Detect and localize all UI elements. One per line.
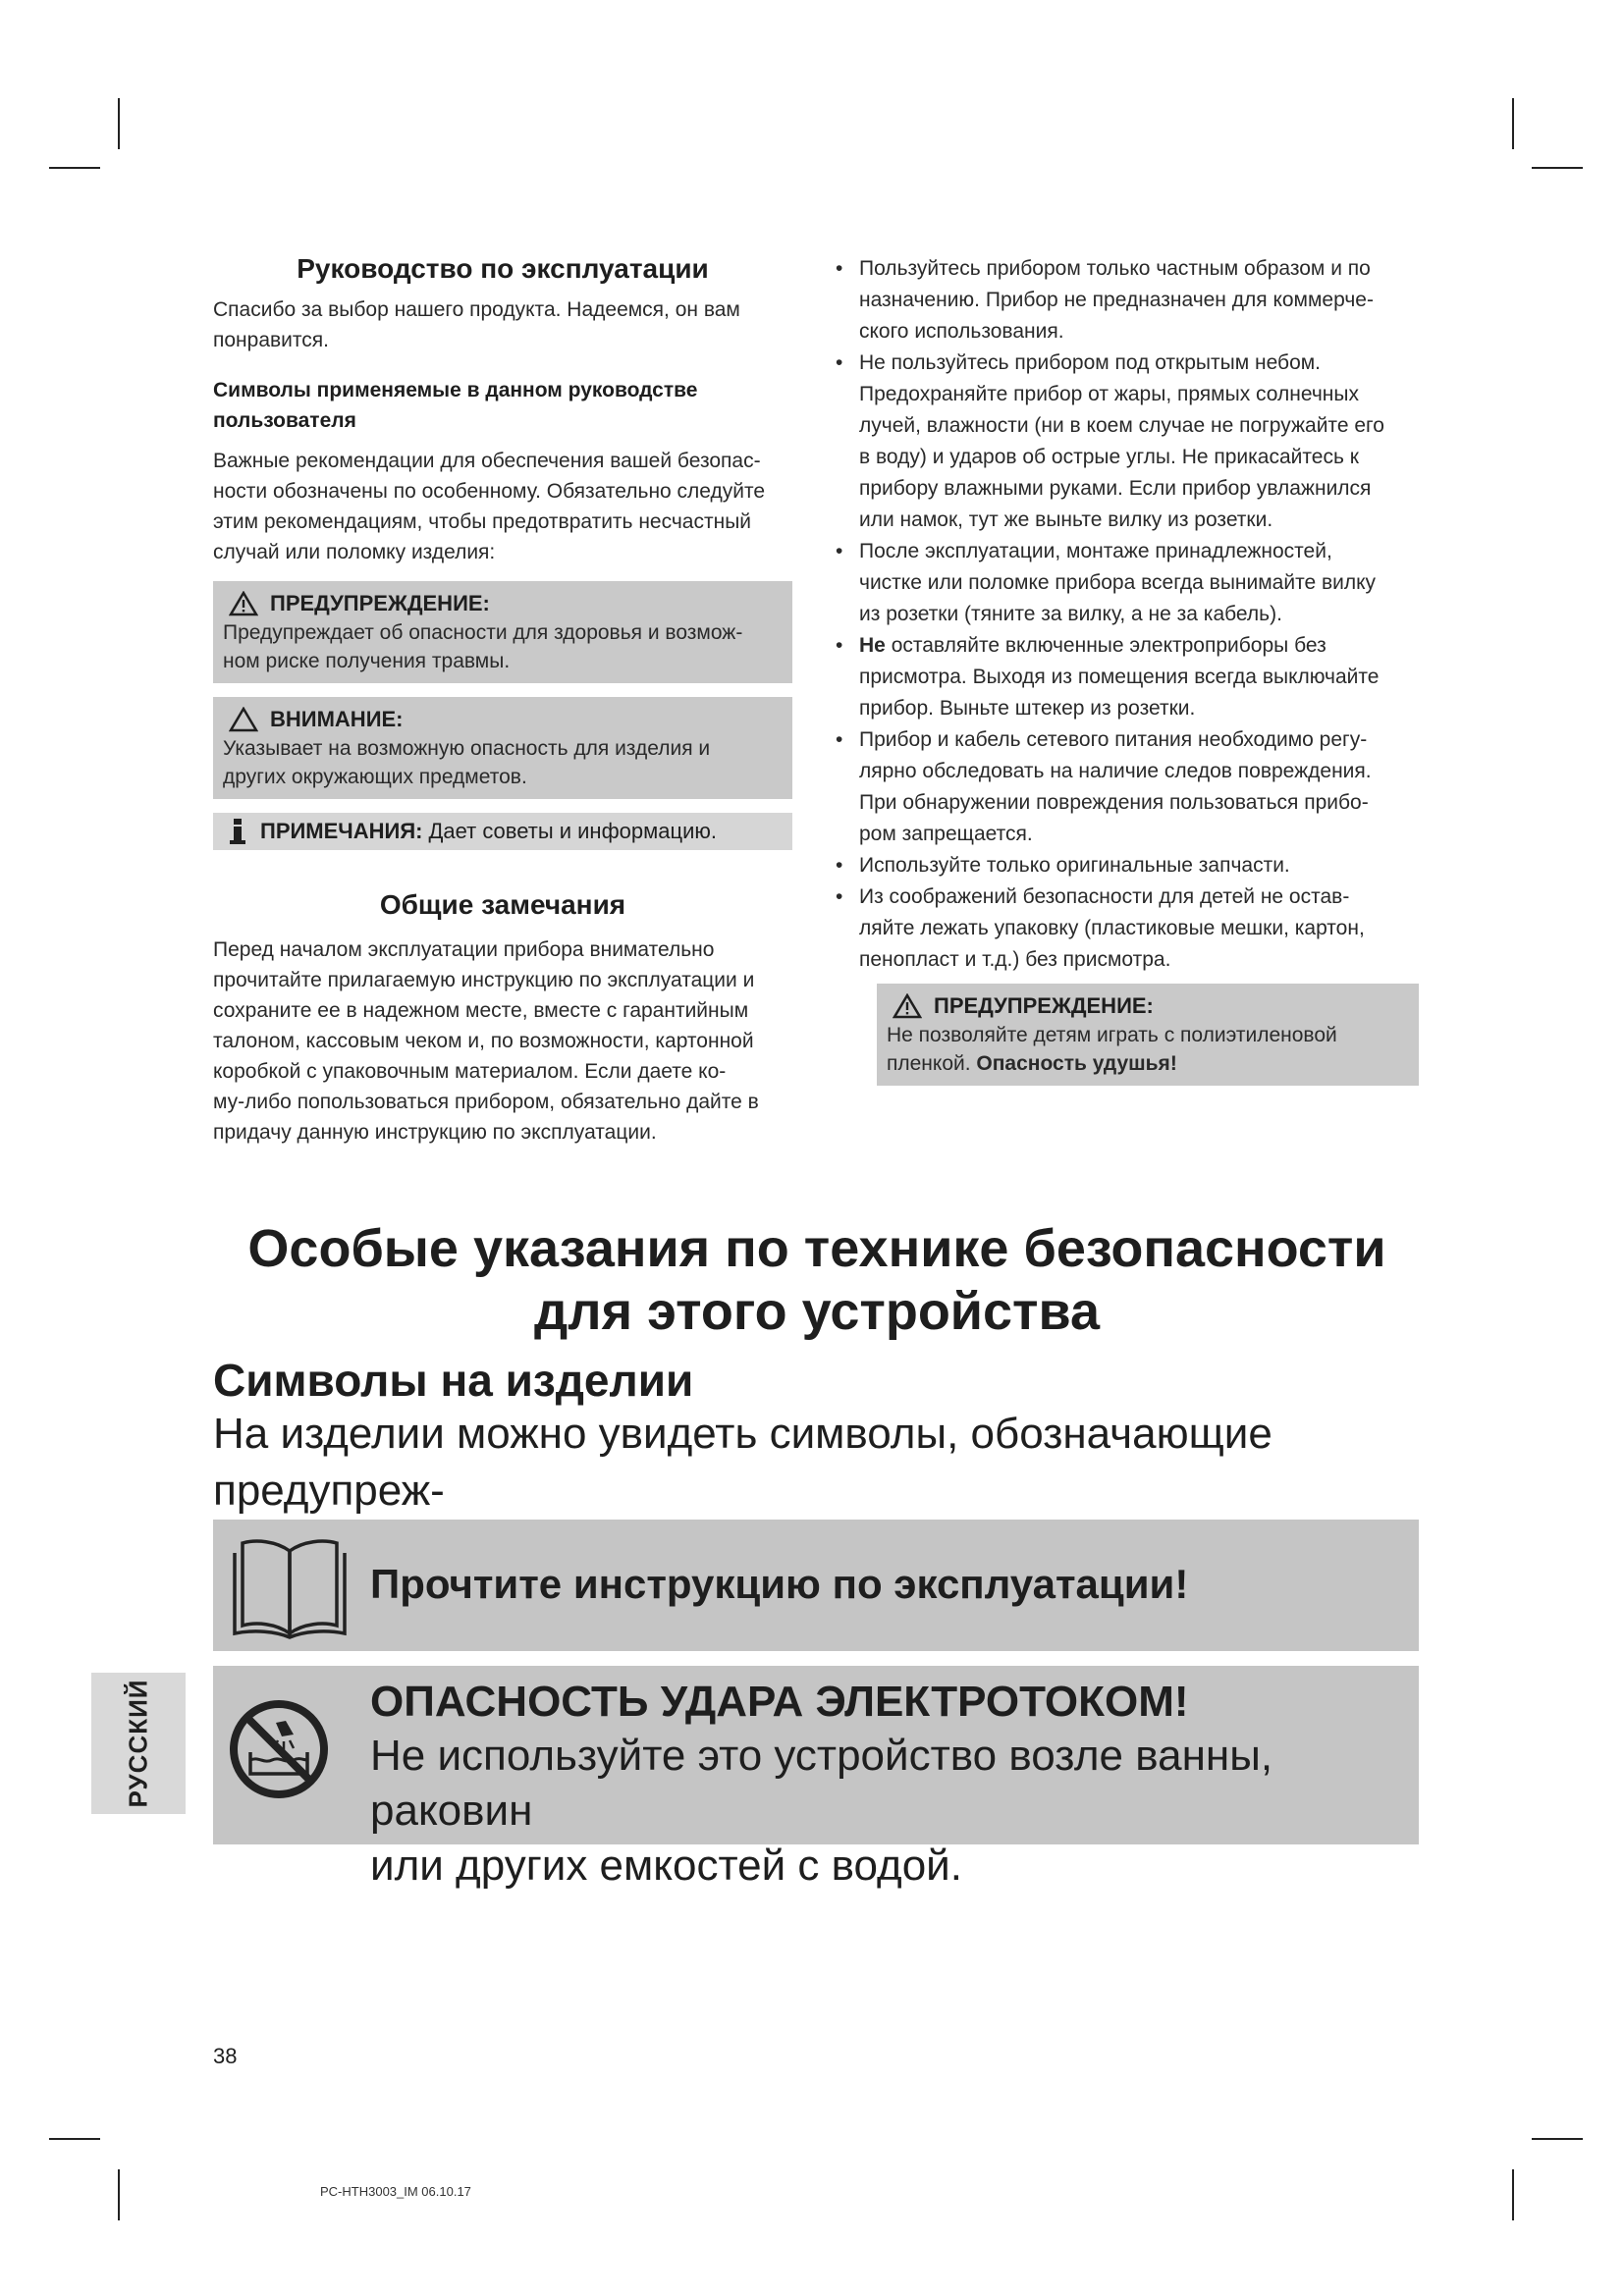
- safety-title: [213, 1217, 1421, 1343]
- page-number: 38: [213, 2044, 238, 2068]
- symbols-heading-line: Символы применяемые в данном руководстве: [213, 379, 698, 401]
- bullet-line: • После эксплуатации, монтаже принадлежностей,: [859, 540, 1332, 562]
- warning-label: ПРЕДУПРЕЖДЕНИЕ:: [934, 993, 1154, 1018]
- safety-title-line: Особые указания по технике безопасности: [247, 1219, 1386, 1278]
- bullet-line: • Из соображений безопасности для детей не остав-: [859, 885, 1350, 908]
- text-line: му-либо попользоваться прибором, обязательно дайте в: [213, 1091, 759, 1113]
- crop-mark: [49, 167, 100, 169]
- text-line: или других емкостей с водой.: [370, 1842, 962, 1890]
- left-column: [213, 253, 792, 1148]
- caution-header: [223, 705, 783, 734]
- note-text: Дает советы и информацию.: [428, 819, 718, 843]
- warning-text: Предупреждает об опасности для здоровья и возмож-: [223, 621, 743, 644]
- text-line: ности обозначены по особенному. Обязательно следуйте: [213, 480, 766, 503]
- bullet-line: лярно обследовать на наличие следов повреждения.: [859, 760, 1372, 782]
- bullet-line: пенопласт и т.д.) без присмотра.: [859, 948, 1171, 971]
- warning-label: ПРЕДУПРЕЖДЕНИЕ:: [270, 591, 490, 615]
- note-box: [213, 813, 792, 850]
- bullet-line: в воду) и ударов об острые углы. Не прикасайтесь к: [859, 446, 1359, 468]
- bullet-line: ского использования.: [859, 320, 1064, 343]
- text-line: талоном, кассовым чеком и, по возможности, картонной: [213, 1030, 754, 1052]
- crop-mark: [1532, 167, 1583, 169]
- general-text: [213, 934, 792, 1148]
- bullet-line: чистке или поломке прибора всегда вынимайте вилку: [859, 571, 1377, 594]
- bullet-line: прибор. Выньте штекер из розетки.: [859, 697, 1196, 720]
- intro-line: На изделии можно увидеть символы, обозначающие предупреж-: [213, 1410, 1272, 1515]
- caution-triangle-icon: [229, 707, 258, 732]
- info-icon: [227, 818, 248, 845]
- book-icon: [225, 1531, 354, 1639]
- crop-mark: [1512, 2169, 1514, 2220]
- general-title: Общие замечания: [379, 889, 626, 920]
- shock-danger-heading: ОПАСНОСТЬ УДАРА ЭЛЕКТРОТОКОМ!: [370, 1678, 1189, 1726]
- symbols-on-product-title: Символы на изделии: [213, 1355, 694, 1406]
- bullet-line: лучей, влажности (ни в коем случае не погружайте его: [859, 414, 1384, 437]
- text-line: этим рекомендациям, чтобы предотвратить несчастный: [213, 510, 752, 533]
- list-item: [830, 724, 1419, 850]
- bullet-line: • Пользуйтесь прибором только частным образом и по: [859, 257, 1371, 280]
- list-item: [830, 630, 1419, 724]
- text-line: Перед началом эксплуатации прибора внимательно: [213, 938, 715, 961]
- safety-bullet-list: [830, 253, 1419, 976]
- bullet-line: [859, 630, 1419, 662]
- list-item: [830, 881, 1419, 976]
- warning-triangle-icon: [229, 591, 258, 616]
- list-item: [830, 253, 1419, 347]
- language-label: РУССКИЙ: [123, 1679, 153, 1808]
- bullet-line: ром запрещается.: [859, 823, 1033, 845]
- caution-text: Указывает на возможную опасность для изделия и: [223, 737, 711, 760]
- warning-header: [887, 991, 1409, 1021]
- bullet-line: назначению. Прибор не предназначен для коммерче-: [859, 289, 1374, 311]
- text-line: сохраните ее в надежном месте, вместе с гарантийным: [213, 999, 749, 1022]
- no-water-shock-icon: [225, 1695, 333, 1803]
- bullet-line: При обнаружении повреждения пользоваться прибо-: [859, 791, 1369, 814]
- suffocation-warning: Опасность удушья!: [976, 1052, 1177, 1075]
- child-warning-box: [877, 984, 1419, 1086]
- list-item: [830, 536, 1419, 630]
- bullet-line: Предохраняйте прибор от жары, прямых солнечных: [859, 383, 1359, 405]
- caution-text: других окружающих предметов.: [223, 766, 527, 788]
- bullet-line: ляйте лежать упаковку (пластиковые мешки, картон,: [859, 917, 1365, 939]
- text-line: коробкой с упаковочным материалом. Если даете ко-: [213, 1060, 727, 1083]
- bullet-text: оставляйте включенные электроприборы без: [885, 634, 1326, 657]
- bullet-line: • Не пользуйтесь прибором под открытым небом.: [859, 351, 1322, 374]
- warning-triangle-icon: [893, 993, 922, 1019]
- right-column: [830, 253, 1419, 1086]
- text-line: Важные рекомендации для обеспечения вашей безопас-: [213, 450, 761, 472]
- safety-title-line: для этого устройства: [533, 1282, 1101, 1341]
- text-line: придачу данную инструкцию по эксплуатации.: [213, 1121, 657, 1144]
- bullet-line: или намок, тут же выньте вилку из розетки.: [859, 508, 1273, 531]
- bullet-line: присмотра. Выходя из помещения всегда выключайте: [859, 666, 1380, 688]
- text-line: случай или поломку изделия:: [213, 541, 496, 563]
- thanks-line: Спасибо за выбор нашего продукта. Надеемся, он вам: [213, 298, 740, 321]
- crop-mark: [49, 2138, 100, 2140]
- language-tab: [91, 1673, 186, 1814]
- crop-mark: [1532, 2138, 1583, 2140]
- warning-header: [223, 589, 783, 618]
- list-item: [830, 850, 1419, 881]
- bullet-line: • Используйте только оригинальные запчасти.: [859, 854, 1290, 877]
- electric-shock-box: [213, 1666, 1419, 1890]
- symbols-heading-line: пользователя: [213, 409, 356, 432]
- warning-text: [887, 1049, 1409, 1078]
- list-item: [830, 347, 1419, 536]
- bold-word: Не: [859, 634, 886, 657]
- note-label: ПРИМЕЧАНИЯ:: [260, 819, 423, 843]
- symbols-text: [213, 446, 792, 567]
- shock-danger-text: [370, 1729, 1401, 1894]
- thanks-line: понравится.: [213, 329, 329, 351]
- bullet-line: из розетки (тяните за вилку, а не за кабель).: [859, 603, 1282, 625]
- symbols-heading: [213, 375, 792, 436]
- document-code: PC-HTH3003_IM 06.10.17: [320, 2184, 471, 2199]
- warning-text-part: пленкой.: [887, 1052, 977, 1075]
- text-line: прочитайте прилагаемую инструкцию по эксплуатации и: [213, 969, 755, 991]
- read-manual-box: [213, 1520, 1419, 1651]
- crop-mark: [118, 98, 120, 149]
- read-manual-text: Прочтите инструкцию по эксплуатации!: [370, 1561, 1189, 1607]
- crop-mark: [118, 2169, 120, 2220]
- warning-text: Не позволяйте детям играть с полиэтиленовой: [887, 1024, 1337, 1046]
- crop-mark: [1512, 98, 1514, 149]
- bullet-line: • Прибор и кабель сетевого питания необходимо регу-: [859, 728, 1368, 751]
- warning-box: [213, 581, 792, 683]
- bullet-line: прибору влажными руками. Если прибор увлажнился: [859, 477, 1372, 500]
- caution-label: ВНИМАНИЕ:: [270, 707, 404, 731]
- manual-title: Руководство по эксплуатации: [297, 253, 709, 284]
- warning-text: ном риске получения травмы.: [223, 650, 511, 672]
- text-line: Не используйте это устройство возле ванны, раковин: [370, 1732, 1273, 1835]
- caution-box: [213, 697, 792, 799]
